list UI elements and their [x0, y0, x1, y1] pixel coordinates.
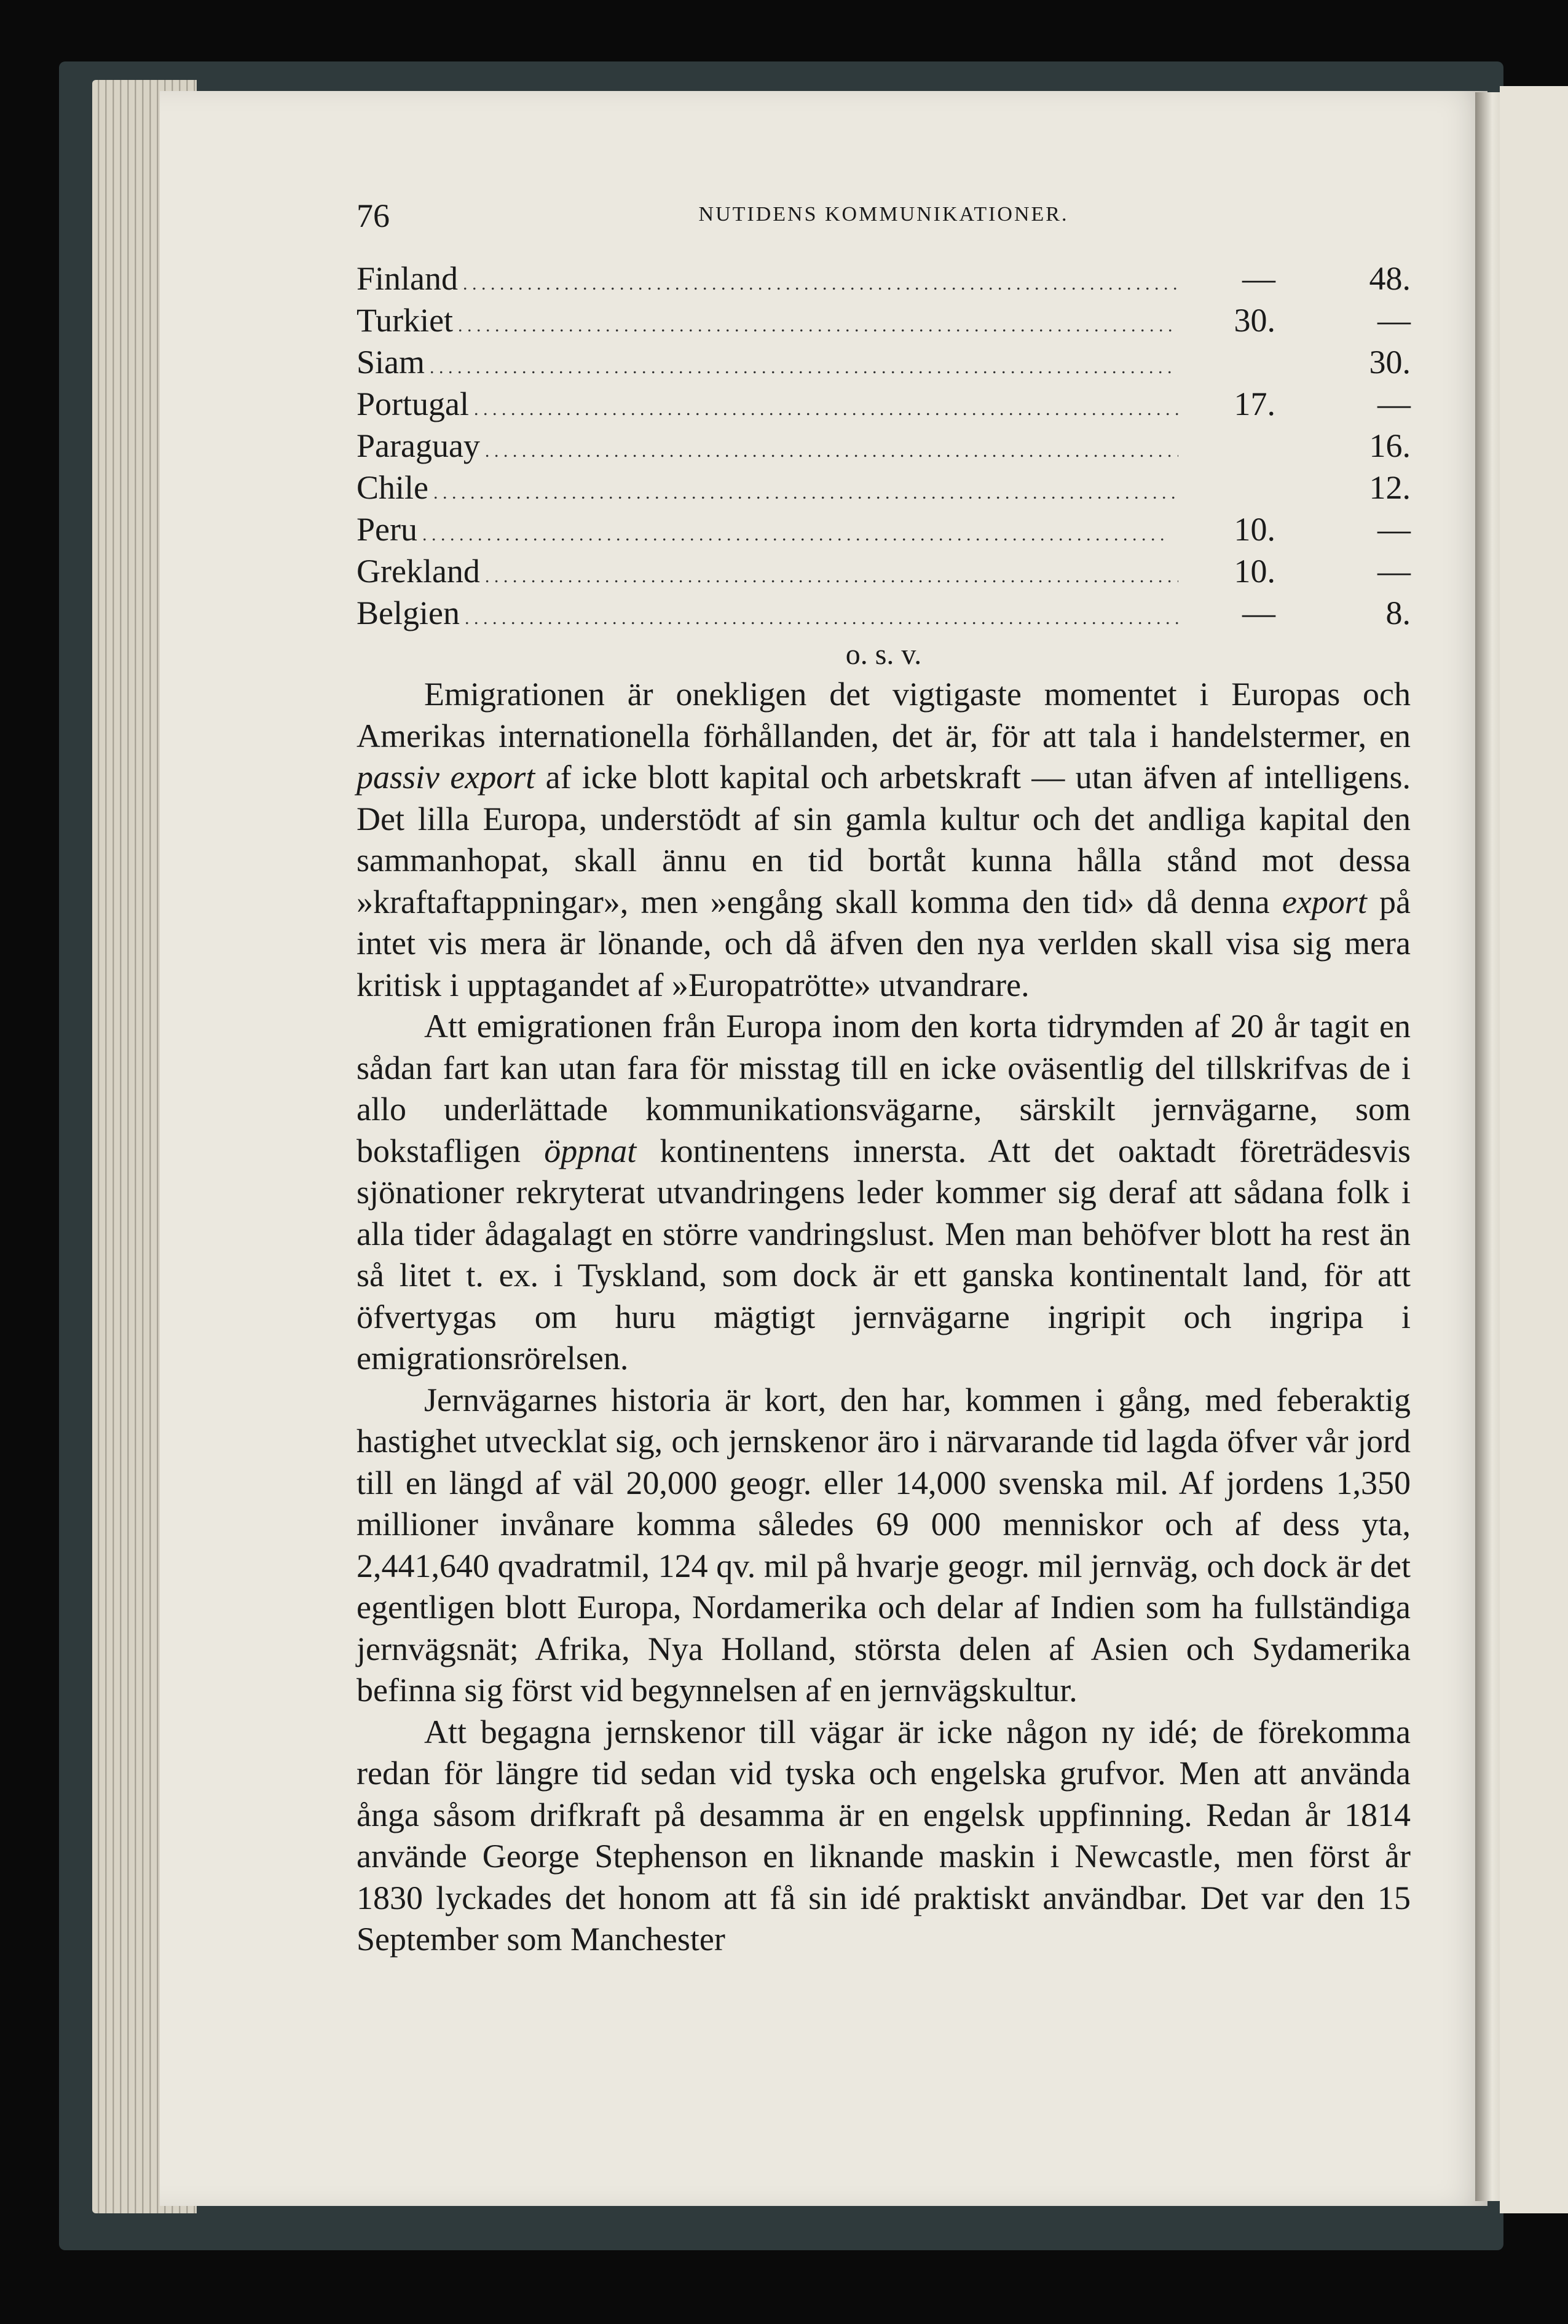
country-name: Siam — [357, 344, 425, 381]
running-title: NUTIDENS KOMMUNIKATIONER. — [698, 203, 1069, 226]
table-row — [357, 385, 1411, 427]
value-column-2: — — [1377, 385, 1411, 422]
page-text — [357, 184, 1411, 1961]
page-number: 76 — [357, 197, 390, 234]
table-row — [357, 427, 1411, 468]
value-column-2: — — [1377, 302, 1411, 339]
paragraph-1-text-e: på intet vis mera är lönande, och då äfven den nya verlden skall visa sig mera kritisk i upptagandet af »Europatrötte» utvandrare. — [357, 883, 1411, 1003]
paragraph-1-text-c: af icke blott kapital och arbetskraft — utan äfven af intelligens. Det lilla Europa, understödt af sin gamla kultur och det andliga kapital den sammanhopat, skall ännu en tid bortåt kunna hålla stånd mot dessa »kraftaftappningar», men »engång skall komma den tid» då denna — [357, 759, 1411, 920]
paragraph-2-text-c: kontinentens innersta. Att det oaktadt företrädesvis sjönationer rekryterat utvandringens leder kommer sig deraf att sådana folk i alla tider ådagalagt en större vandringslust. Men man behöfver blott ha rest än så litet t. ex. i Tyskland, som dock är ett ganska kontinentalt land, för att öfvertygas om huru mägtigt jernvägarne ingripit och ingripa i emigrationsrörelsen. — [357, 1132, 1411, 1377]
table-row — [357, 510, 1411, 552]
value-column-2: 8. — [1385, 595, 1411, 631]
running-head — [357, 184, 1411, 252]
country-name: Turkiet — [357, 302, 454, 339]
country-name: Belgien — [357, 595, 460, 631]
paragraph-4: Att begagna jernskenor till vägar är icke någon ny idé; de förekomma redan för längre tid sedan vid tyska och engelska grufvor. Men att använda ånga såsom drifkraft på desamma är en engelsk uppfinning. Redan år 1814 använde George Stephenson en liknande maskin i Newcastle, men först år 1830 lyckades det honom att få sin idé praktiskt användbar. Det var den 15 September som Manchester — [357, 1713, 1411, 1958]
paragraph-2 — [357, 1006, 1411, 1380]
paragraph-2-italic-b: öppnat — [544, 1132, 637, 1169]
value-column-2: 30. — [1369, 344, 1411, 381]
dot-leader — [465, 594, 1178, 632]
dot-leader — [458, 301, 1178, 339]
country-name: Paraguay — [357, 427, 480, 464]
country-name: Peru — [357, 511, 417, 548]
dot-leader — [463, 259, 1178, 298]
dot-leader — [430, 343, 1178, 381]
dot-leader — [433, 468, 1178, 507]
dot-leader — [422, 510, 1178, 548]
value-column-1: — — [1242, 595, 1275, 631]
table-row — [357, 552, 1411, 594]
value-column-1: 30. — [1234, 302, 1275, 339]
paragraph-1 — [357, 674, 1411, 1006]
osv-line: o. s. v. — [845, 638, 922, 671]
table-row — [357, 259, 1411, 301]
table-row — [357, 468, 1411, 510]
country-name: Grekland — [357, 553, 480, 590]
value-column-2: — — [1377, 511, 1411, 548]
value-column-1: 10. — [1234, 553, 1275, 590]
dot-leader — [474, 385, 1178, 423]
paragraph-3: Jernvägarnes historia är kort, den har, kommen i gång, med feberaktig hastighet utvecklat sig, och jernskenor äro i närvarande tid lagda öfver vår jord till en längd af väl 20,000 geogr. eller 14,000 svenska mil. Af jordens 1,350 millioner invånare komma således 69 000 menniskor och af dess yta, 2,441,640 qvadratmil, 124 qv. mil på hvarje geogr. mil jernväg, och dock är det egentligen blott Europa, Nordamerika och delar af Indien som ha fullständiga jernvägsnät; Afrika, Nya Holland, största delen af Asien och Sydamerika befinna sig först vid begynnelsen af en jernvägskultur. — [357, 1381, 1411, 1709]
paragraph-1-italic-d: export — [1282, 883, 1367, 920]
value-column-1: — — [1242, 260, 1275, 297]
country-name: Finland — [357, 260, 459, 297]
dot-leader — [485, 552, 1178, 590]
paragraph-1-text-a: Emigrationen är onekligen det vigtigaste momentet i Europas och Amerikas internationella förhållanden, det är, för att tala i handelstermer, en — [357, 676, 1411, 754]
value-column-2: 48. — [1369, 260, 1411, 297]
table-row — [357, 301, 1411, 343]
value-column-1: 10. — [1234, 511, 1275, 548]
paragraph-1-italic-b: passiv export — [357, 759, 535, 796]
dot-leader — [485, 427, 1178, 465]
value-column-2: 16. — [1369, 427, 1411, 464]
paragraph-2-text-a: Att emigrationen från Europa inom den korta tidrymden af 20 år tagit en sådan fart kan utan fara för misstag till en icke oväsentlig del tillskrifvas de i allo underlättade kommunikationsvägarne, särskilt jernvägarne, som bokstafligen — [357, 1008, 1411, 1169]
country-name: Portugal — [357, 385, 469, 422]
value-column-1: 17. — [1234, 385, 1275, 422]
country-name: Chile — [357, 469, 428, 506]
facing-page-edge — [1500, 86, 1568, 2213]
value-column-2: — — [1377, 553, 1411, 590]
value-column-2: 12. — [1369, 469, 1411, 506]
table-row — [357, 343, 1411, 385]
country-table — [357, 259, 1411, 636]
table-row — [357, 594, 1411, 636]
